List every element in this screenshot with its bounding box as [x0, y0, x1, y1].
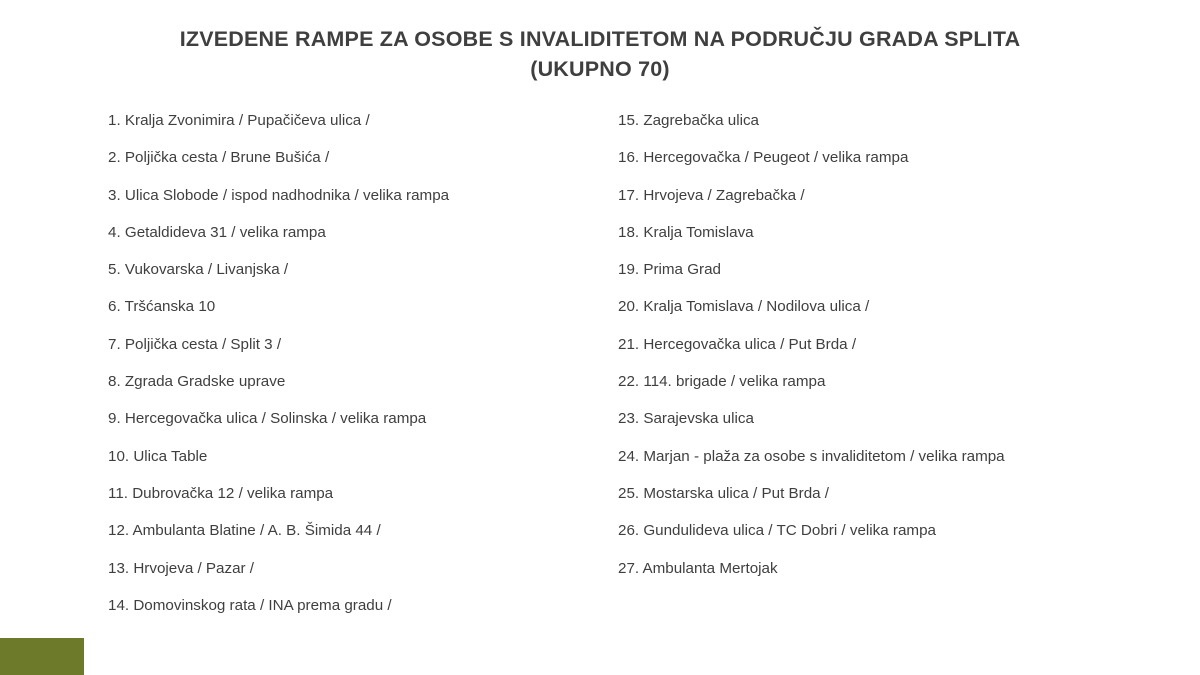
list-item: 4. Getaldideva 31 / velika rampa: [108, 223, 326, 241]
list-item: 15. Zagrebačka ulica: [618, 112, 759, 129]
content-columns: [0, 112, 1200, 634]
list-item: 12. Ambulanta Blatine / A. B. Šimida 44 /: [108, 522, 381, 540]
list-item: 14. Domovinskog rata / INA prema gradu /: [108, 596, 392, 614]
list-item: 7. Poljička cesta / Split 3 /: [108, 335, 282, 353]
list-item: 23. Sarajevska ulica: [618, 410, 754, 428]
list-item: 2. Poljička cesta / Brune Bušića /: [108, 149, 330, 167]
list-item: 19. Prima Grad: [618, 261, 721, 279]
list-item: 20. Kralja Tomislava / Nodilova ulica /: [618, 298, 870, 316]
list-item: 11. Dubrovačka 12 / velika rampa: [108, 484, 334, 502]
ramp-list-left-column: [0, 112, 510, 634]
list-item: 6. Tršćanska 10: [108, 298, 216, 316]
list-item: 5. Vukovarska / Livanjska /: [108, 261, 289, 279]
list-item: 27. Ambulanta Mertojak: [618, 559, 778, 577]
list-item: 3. Ulica Slobode / ispod nadhodnika / velika rampa: [108, 186, 450, 204]
list-item: 25. Mostarska ulica / Put Brda /: [618, 484, 830, 502]
ramp-list-left: [108, 112, 510, 634]
footer-bar: [0, 638, 1200, 675]
list-item: 26. Gundulideva ulica / TC Dobri / velika rampa: [618, 522, 936, 540]
footer-background: [84, 638, 1200, 675]
list-item: 1. Kralja Zvonimira / Pupačičeva ulica /: [108, 112, 370, 129]
list-item: 17. Hrvojeva / Zagrebačka /: [618, 186, 805, 204]
list-item: 9. Hercegovačka ulica / Solinska / velika rampa: [108, 410, 427, 428]
list-item: 18. Kralja Tomislava: [618, 223, 754, 241]
list-item: 22. 114. brigade / velika rampa: [618, 373, 826, 391]
list-item: 21. Hercegovačka ulica / Put Brda /: [618, 335, 857, 353]
page-title-line-1: IZVEDENE RAMPE ZA OSOBE S INVALIDITETOM NA PODRUČJU GRADA SPLITA: [179, 27, 1021, 51]
list-item: 13. Hrvojeva / Pazar /: [108, 559, 255, 577]
footer-accent-block: [0, 638, 84, 675]
ramp-list-right: [618, 112, 1110, 597]
list-item: 24. Marjan - plaža za osobe s invaliditetom / velika rampa: [618, 447, 1005, 465]
list-item: 16. Hercegovačka / Peugeot / velika rampa: [618, 149, 909, 167]
page-title-line-2: (UKUPNO 70): [530, 57, 670, 81]
list-item: 8. Zgrada Gradske uprave: [108, 373, 286, 391]
ramp-list-right-column: [510, 112, 1110, 634]
page-title: [0, 0, 1200, 84]
list-item: 10. Ulica Table: [108, 447, 208, 465]
